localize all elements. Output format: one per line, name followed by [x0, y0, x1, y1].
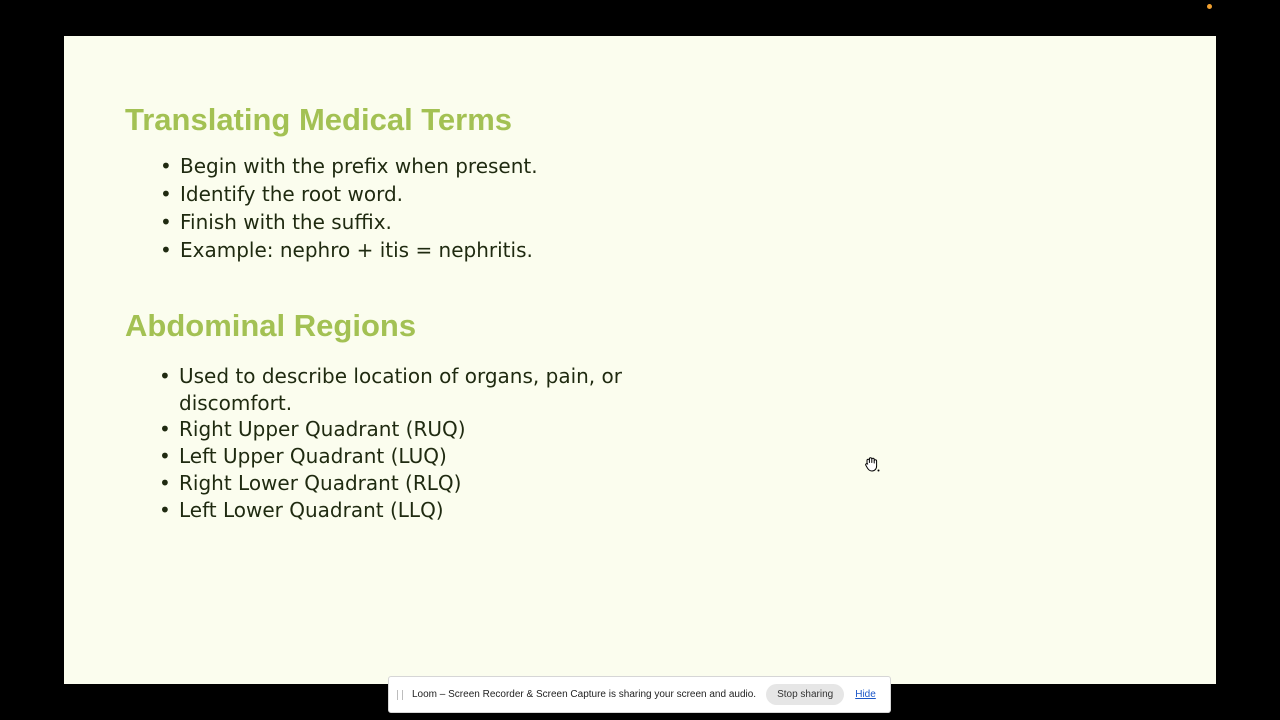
- share-message: Loom – Screen Recorder & Screen Capture is sharing your screen and audio.: [412, 689, 757, 700]
- list-item: • Left Upper Quadrant (LUQ): [159, 443, 629, 470]
- recording-dot-icon: [1207, 4, 1212, 9]
- drag-grip-icon[interactable]: [397, 690, 403, 700]
- list-item: • Example: nephro + itis = nephritis.: [160, 236, 720, 264]
- list-item: • Right Lower Quadrant (RLQ): [159, 470, 629, 497]
- list-item: • Right Upper Quadrant (RUQ): [159, 416, 629, 443]
- list-item: • Identify the root word.: [160, 180, 720, 208]
- hide-link[interactable]: Hide: [855, 689, 876, 700]
- bullet-list-translating: [160, 152, 720, 264]
- list-item: • Left Lower Quadrant (LLQ): [159, 497, 629, 524]
- screen-share-notification-bar: [388, 676, 891, 713]
- stop-sharing-button[interactable]: Stop sharing: [766, 684, 844, 705]
- list-item: • Used to describe location of organs, pain, or discomfort.: [159, 363, 629, 416]
- heading-abdominal-regions: Abdominal Regions: [125, 308, 417, 343]
- bullet-list-abdominal: [159, 363, 629, 523]
- heading-translating-medical-terms: Translating Medical Terms: [125, 102, 513, 137]
- list-item: • Begin with the prefix when present.: [160, 152, 720, 180]
- hand-grab-cursor-icon: [862, 454, 882, 474]
- presentation-slide: [64, 36, 1216, 684]
- list-item: • Finish with the suffix.: [160, 208, 720, 236]
